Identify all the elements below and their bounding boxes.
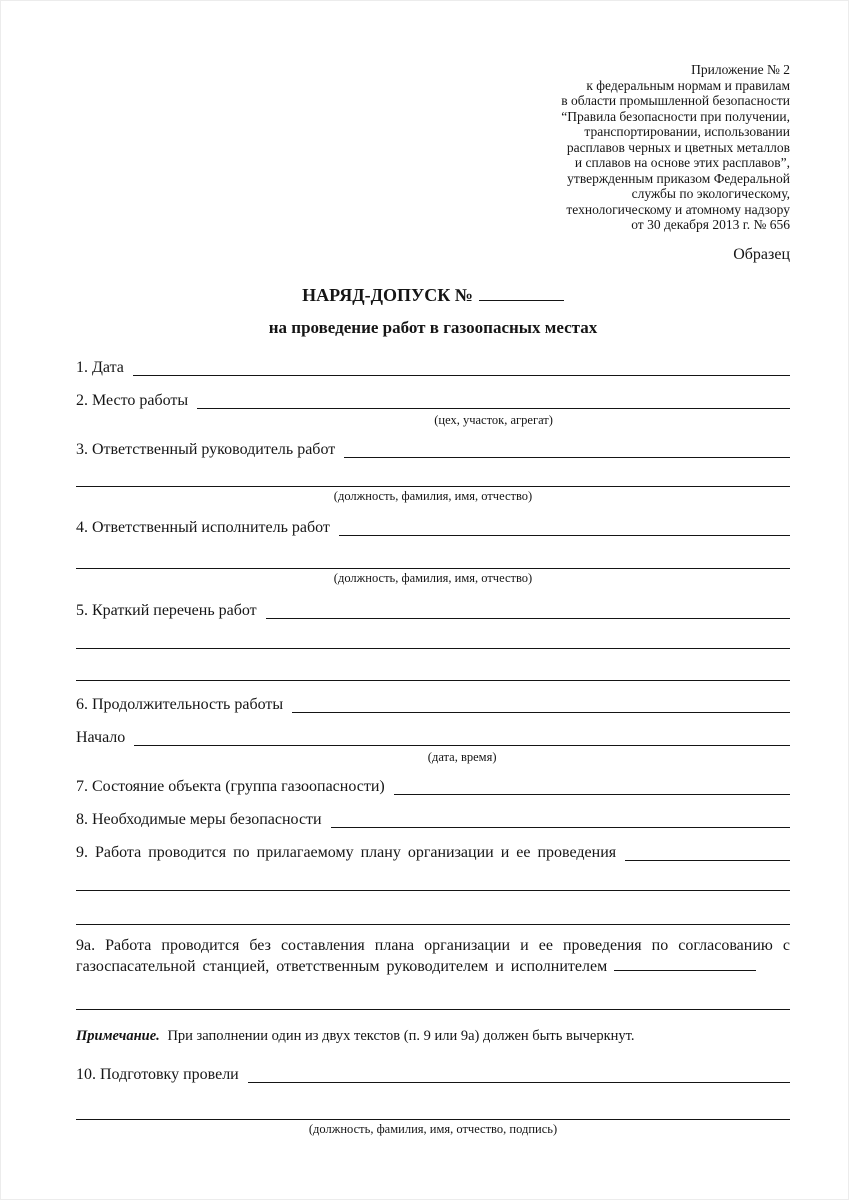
header-line: к федеральным нормам и правилам — [586, 77, 790, 93]
caption-start: (дата, время) — [427, 749, 497, 764]
blank-line-work-by-plan — [625, 859, 790, 861]
header-line: “Правила безопасности при получении, — [561, 108, 790, 124]
note-paragraph — [76, 1027, 790, 1045]
note-text: При заполнении один из двух текстов (п. 9 или 9а) должен быть вычеркнут. — [167, 1027, 635, 1044]
blank-line-start — [134, 744, 790, 746]
full-blank-line-executor — [76, 538, 790, 569]
full-blank-line-supervisor — [76, 460, 790, 487]
caption-preparation: (должность, фамилия, имя, отчество, подпись) — [308, 1121, 558, 1136]
form-title-text: НАРЯД-ДОПУСК № — [302, 284, 473, 305]
header-line: от 30 декабря 2013 г. № 656 — [631, 217, 790, 232]
field-label-executor: 4. Ответственный исполнитель работ — [76, 518, 330, 536]
field-row-work-by-plan — [76, 843, 790, 863]
blank-line-supervisor — [344, 456, 790, 458]
field-row-object-state — [76, 777, 790, 797]
caption-supervisor: (должность, фамилия, имя, отчество) — [333, 488, 533, 503]
field-row-work-list — [76, 601, 790, 621]
header-line: в области промышленной безопасности — [561, 93, 790, 108]
header-line: транспортировании, использовании — [584, 124, 790, 139]
full-blank-line-work-without-plan — [76, 977, 790, 1010]
field-row-workplace — [76, 391, 790, 411]
full-blank-line-work-by-plan-2 — [76, 891, 790, 925]
field-row-supervisor — [76, 440, 790, 460]
header-block — [76, 62, 790, 233]
header-line: технологическому и атомному надзору — [566, 201, 790, 217]
note-label: Примечание. — [76, 1027, 160, 1044]
field-row-safety-measures — [76, 810, 790, 830]
field-label-workplace: 2. Место работы — [76, 391, 189, 409]
caption-workplace: (цех, участок, агрегат) — [434, 412, 553, 427]
field-paragraph-work-without-plan — [76, 935, 790, 977]
header-line: Приложение № 2 — [691, 62, 790, 77]
field-label-start: Начало — [76, 728, 126, 746]
header-line: утвержденным приказом Федеральной — [567, 170, 790, 186]
blank-line-date — [133, 374, 790, 376]
field-label-work-list: 5. Краткий перечень работ — [76, 601, 257, 619]
caption-row-start — [76, 749, 790, 765]
header-line: расплавов черных и цветных металлов — [566, 139, 790, 155]
blank-line-executor — [339, 534, 790, 536]
blank-line-work-without-plan — [614, 970, 756, 971]
blank-line-preparation — [248, 1081, 790, 1083]
caption-executor: (должность, фамилия, имя, отчество) — [333, 570, 533, 585]
field-label-supervisor: 3. Ответственный руководитель работ — [76, 440, 336, 458]
field-label-work-by-plan: 9. Работа проводится по прилагаемому плану организации и ее проведения — [76, 843, 617, 861]
full-blank-line-preparation — [76, 1085, 790, 1120]
field-label-object-state: 7. Состояние объекта (группа газоопасности) — [76, 777, 385, 795]
blank-line-safety-measures — [331, 826, 790, 828]
field-row-executor — [76, 518, 790, 538]
blank-line-work-list — [266, 617, 790, 619]
field-row-start — [76, 728, 790, 748]
field-label-date: 1. Дата — [76, 358, 124, 376]
field-label-safety-measures: 8. Необходимые меры безопасности — [76, 810, 322, 828]
field-row-preparation — [76, 1065, 790, 1085]
blank-line-duration — [292, 711, 790, 713]
blank-line-workplace — [197, 407, 790, 409]
full-blank-line-work-by-plan-1 — [76, 863, 790, 891]
field-label-preparation: 10. Подготовку провели — [76, 1065, 239, 1083]
header-line: службы по экологическому, — [631, 186, 790, 201]
full-blank-line-work-list-1 — [76, 621, 790, 649]
field-row-date — [76, 358, 790, 378]
header-line: и сплавов на основе этих расплавов”, — [574, 155, 790, 170]
field-label-duration: 6. Продолжительность работы — [76, 695, 284, 713]
sample-label: Образец — [733, 245, 790, 263]
caption-row-workplace — [76, 412, 790, 428]
full-blank-line-work-list-2 — [76, 649, 790, 681]
form-subtitle: на проведение работ в газоопасных местах — [268, 317, 598, 337]
permit-number-blank-line — [479, 300, 564, 301]
blank-line-object-state — [394, 793, 790, 795]
form-title — [76, 285, 790, 306]
field-label-work-without-plan: 9а. Работа проводится без составления плана организации и ее проведения по согласованию с газоспасательной станцией, ответственным руководителем и исполнителем — [76, 936, 790, 975]
field-row-duration — [76, 695, 790, 715]
